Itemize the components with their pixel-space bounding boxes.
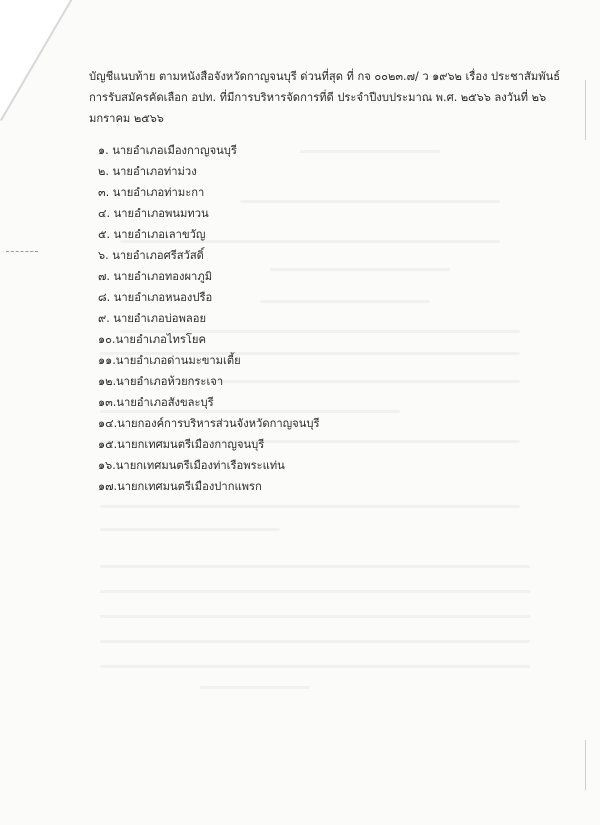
list-item: ๙. นายอำเภอบ่อพลอย <box>98 312 207 325</box>
list-item: ๘. นายอำเภอหนองปรือ <box>98 291 213 304</box>
scan-artifact <box>585 80 586 140</box>
heading-line: บัญชีแนบท้าย ตามหนังสือจังหวัดกาญจนบุรี ด่วนที่สุด ที่ กจ ๐๐๒๓.๗/ ว ๑๙๖๒ เรื่อง ประชาสัมพันธ์ <box>89 70 561 83</box>
list-item: ๑๗.นายกเทศมนตรีเมืองปากแพรก <box>98 480 262 493</box>
heading-line: การรับสมัครคัดเลือก อปท. ที่มีการบริหารจัดการที่ดี ประจำปีงบประมาณ พ.ศ. ๒๕๖๖ ลงวันที่ ๒๖ <box>89 91 547 104</box>
list-item: ๑๔.นายกองค์การบริหารส่วนจังหวัดกาญจนบุรี <box>98 417 320 430</box>
list-item: ๑. นายอำเภอเมืองกาญจนบุรี <box>98 144 237 157</box>
list-item: ๒. นายอำเภอท่าม่วง <box>98 165 197 178</box>
list-item: ๑๕.นายกเทศมนตรีเมืองกาญจนบุรี <box>98 438 265 451</box>
scan-artifact <box>585 740 586 790</box>
heading-line: มกราคม ๒๕๖๖ <box>89 112 164 125</box>
list-item: ๗. นายอำเภอทองผาภูมิ <box>98 270 213 283</box>
list-item: ๑๒.นายอำเภอห้วยกระเจา <box>98 375 224 388</box>
list-item: ๑๓.นายอำเภอสังขละบุรี <box>98 396 214 409</box>
list-item: ๑๐.นายอำเภอไทรโยค <box>98 333 206 346</box>
list-item: ๕. นายอำเภอเลาขวัญ <box>98 228 206 241</box>
list-item: ๓. นายอำเภอท่ามะกา <box>98 186 205 199</box>
list-item: ๑๑.นายอำเภอด่านมะขามเตี้ย <box>98 354 241 367</box>
list-item: ๑๖.นายกเทศมนตรีเมืองท่าเรือพระแท่น <box>98 459 285 472</box>
list-item: ๖. นายอำเภอศรีสวัสดิ์ <box>98 249 204 262</box>
recipient-list <box>98 140 320 497</box>
margin-mark <box>6 251 38 252</box>
list-item: ๔. นายอำเภอพนมทวน <box>98 207 209 220</box>
attachment-heading <box>89 66 561 129</box>
